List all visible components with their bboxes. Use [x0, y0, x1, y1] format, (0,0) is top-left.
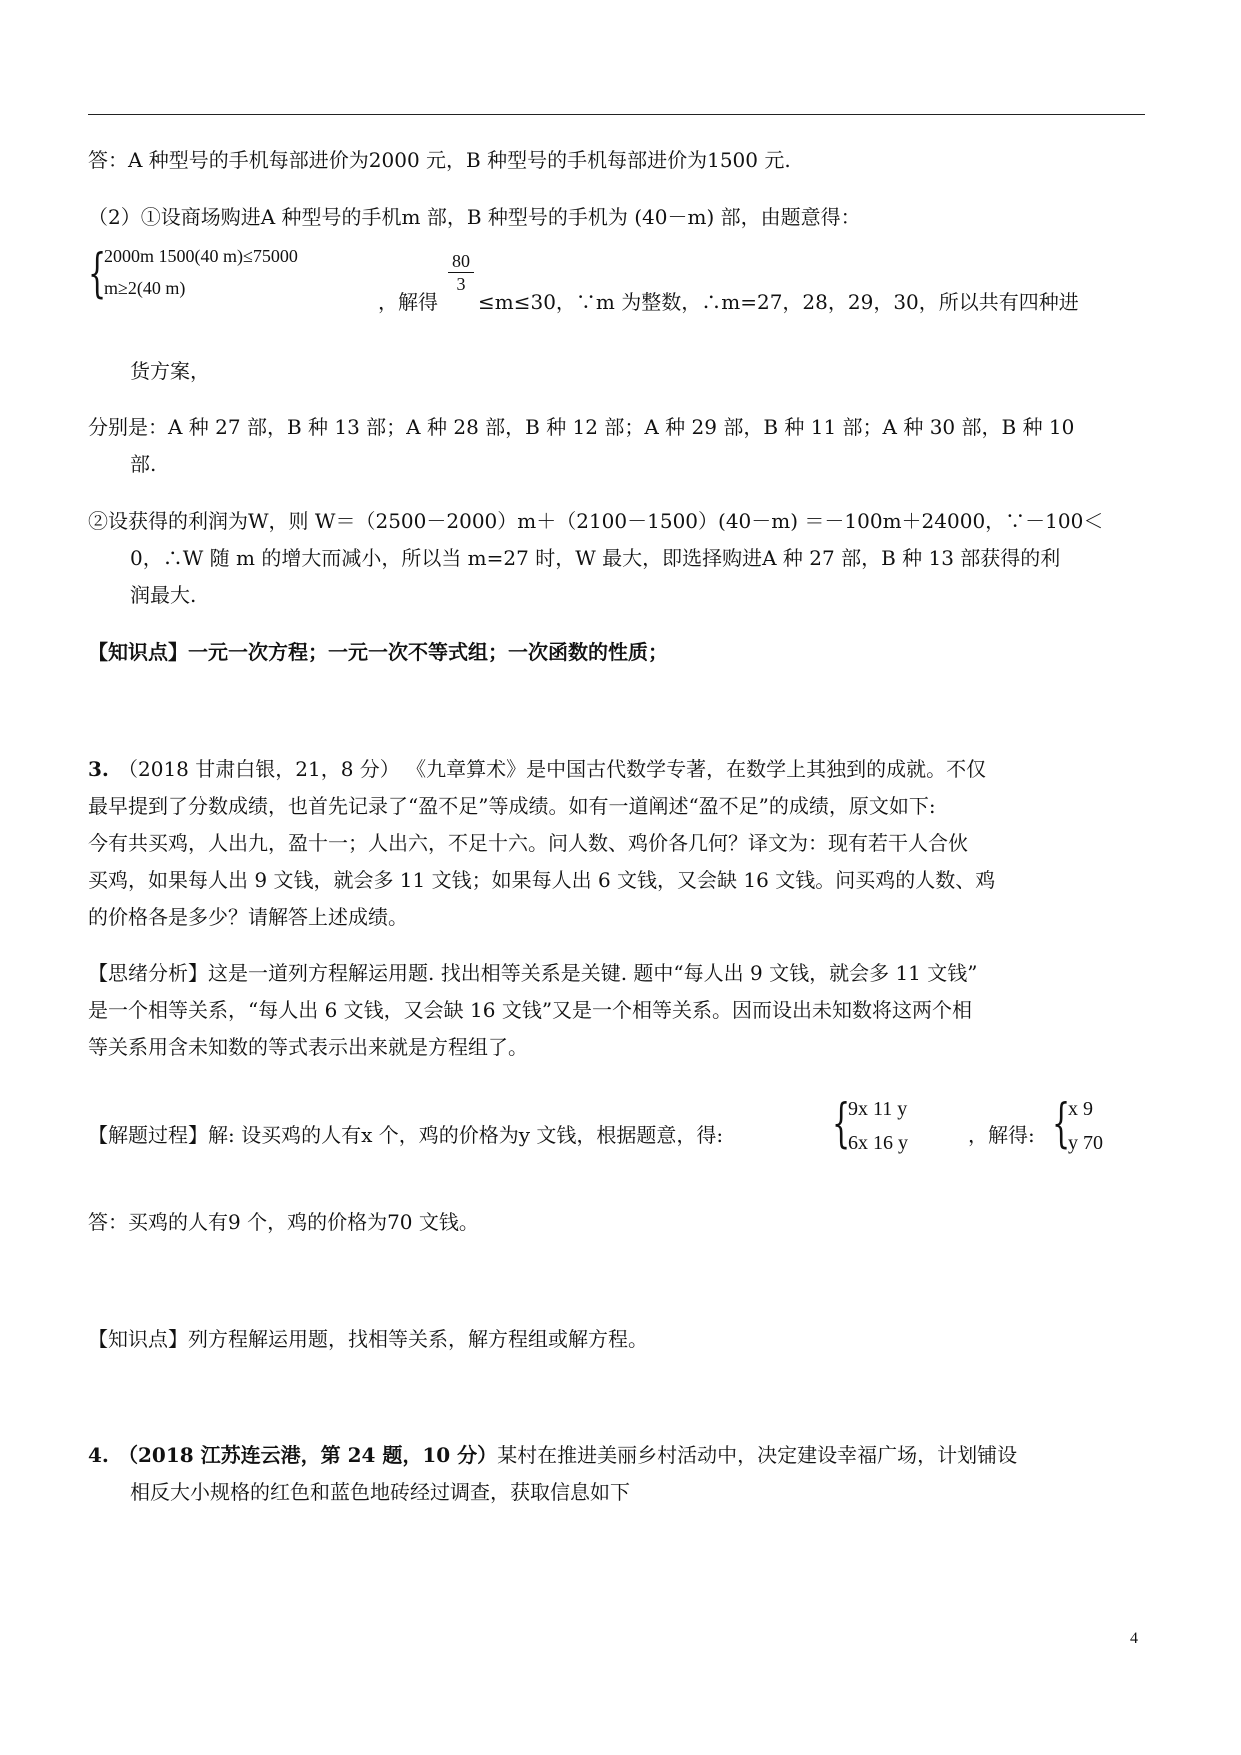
- question-4-number-text: 4.: [88, 1443, 109, 1467]
- question-3-line-1: （2018 甘肃白银，21，8 分） 《九章算术》是中国古代数学专著，在数学上其独到的成就。不仅: [118, 757, 987, 781]
- left-brace: {: [88, 244, 107, 304]
- equation-system-1: [832, 1094, 982, 1178]
- solve-label-2: ，解得:: [968, 1123, 1035, 1147]
- question-4-line-1: [118, 1437, 1178, 1473]
- equation-system-solution: [1052, 1094, 1152, 1178]
- knowledge-points-3: 【知识点】列方程解运用题，找相等关系，解方程组或解方程。: [88, 1327, 648, 1351]
- solution-line-y: y 70: [1068, 1132, 1103, 1154]
- question-3-line-3: 今有共买鸡，人出九，盈十一；人出六，不足十六。问人数、鸡价各几何？译文为：现有若干人合伙: [88, 831, 968, 855]
- question-3-line-4: 买鸡，如果每人出 9 文钱，就会多 11 文钱；如果每人出 6 文钱，又会缺 16 文钱。问买鸡的人数、鸡: [88, 868, 996, 892]
- solve-continued: 货方案，: [130, 359, 210, 383]
- left-brace: {: [1052, 1094, 1071, 1154]
- question-4-line-2: 相反大小规格的红色和蓝色地砖经过调查，获取信息如下: [130, 1480, 630, 1504]
- question-3-line-5: 的价格各是多少？请解答上述成绩。: [88, 905, 408, 929]
- equation-line-1: 9x 11 y: [848, 1098, 908, 1120]
- header-rule: [88, 114, 1145, 115]
- analysis-line-3: 等关系用含未知数的等式表示出来就是方程组了。: [88, 1035, 528, 1059]
- profit-line-1: ②设获得的利润为W，则 W＝（2500－2000）m＋（2100－1500）(40－m) ＝－100m＋24000，∵－100＜: [88, 509, 1104, 533]
- inequality-system: [88, 246, 388, 336]
- page-number: 4: [1130, 1630, 1138, 1647]
- fraction-denominator: 3: [448, 272, 474, 295]
- fraction-80-3: [448, 250, 474, 295]
- equation-line-2: 6x 16 y: [848, 1132, 908, 1154]
- question-4-text: 某村在推进美丽乡村活动中，决定建设幸福广场，计划铺设: [497, 1443, 1018, 1467]
- solve-label: ，解得: [378, 290, 438, 314]
- profit-line-3: 润最大.: [130, 583, 197, 607]
- answer-line-1: 答：A 种型号的手机每部进价为2000 元，B 种型号的手机每部进价为1500 元.: [88, 148, 791, 172]
- plans-line-2: 部.: [130, 452, 157, 476]
- fraction-numerator: 80: [452, 251, 470, 271]
- analysis-line-2: 是一个相等关系，“每人出 6 文钱，又会缺 16 文钱”又是一个相等关系。因而设出未知数将这两个相: [88, 998, 973, 1022]
- profit-line-2: 0，∴W 随 m 的增大而减小，所以当 m=27 时，W 最大，即选择购进A 种 27 部，B 种 13 部获得的利: [130, 546, 1061, 570]
- solve-result: ≤m≤30，∵m 为整数，∴m=27，28，29，30，所以共有四种进: [478, 290, 1079, 314]
- part2-intro: （2）①设商场购进A 种型号的手机m 部，B 种型号的手机为 (40－m) 部，由题意得：: [88, 205, 861, 229]
- solution-line-x: x 9: [1068, 1098, 1093, 1120]
- question-4-number: [88, 1437, 118, 1473]
- analysis-line-1: 【思绪分析】这是一道列方程解运用题. 找出相等关系是关键. 题中“每人出 9 文钱，就会多 11 文钱”: [88, 961, 978, 985]
- question-3-number-text: 3.: [88, 757, 109, 781]
- knowledge-points-1: 【知识点】一元一次方程；一元一次不等式组；一次函数的性质；: [88, 640, 668, 664]
- plans-line-1: 分别是：A 种 27 部，B 种 13 部；A 种 28 部，B 种 12 部；A 种 29 部，B 种 11 部；A 种 30 部，B 种 10: [88, 415, 1075, 439]
- question-3-line-2: 最早提到了分数成绩，也首先记录了“盈不足”等成绩。如有一道阐述“盈不足”的成绩，原文如下:: [88, 794, 936, 818]
- question-4-source: （2018 江苏连云港，第 24 题，10 分）: [118, 1443, 498, 1467]
- answer-line-3: 答：买鸡的人有9 个，鸡的价格为70 文钱。: [88, 1210, 479, 1234]
- left-brace: {: [832, 1094, 851, 1154]
- inequality-line-1: 2000m 1500(40 m)≤75000: [104, 246, 298, 266]
- solution-process: 【解题过程】解: 设买鸡的人有x 个，鸡的价格为y 文钱，根据题意，得:: [88, 1123, 724, 1147]
- inequality-line-2: m≥2(40 m): [104, 278, 186, 298]
- question-3-number: [88, 751, 118, 787]
